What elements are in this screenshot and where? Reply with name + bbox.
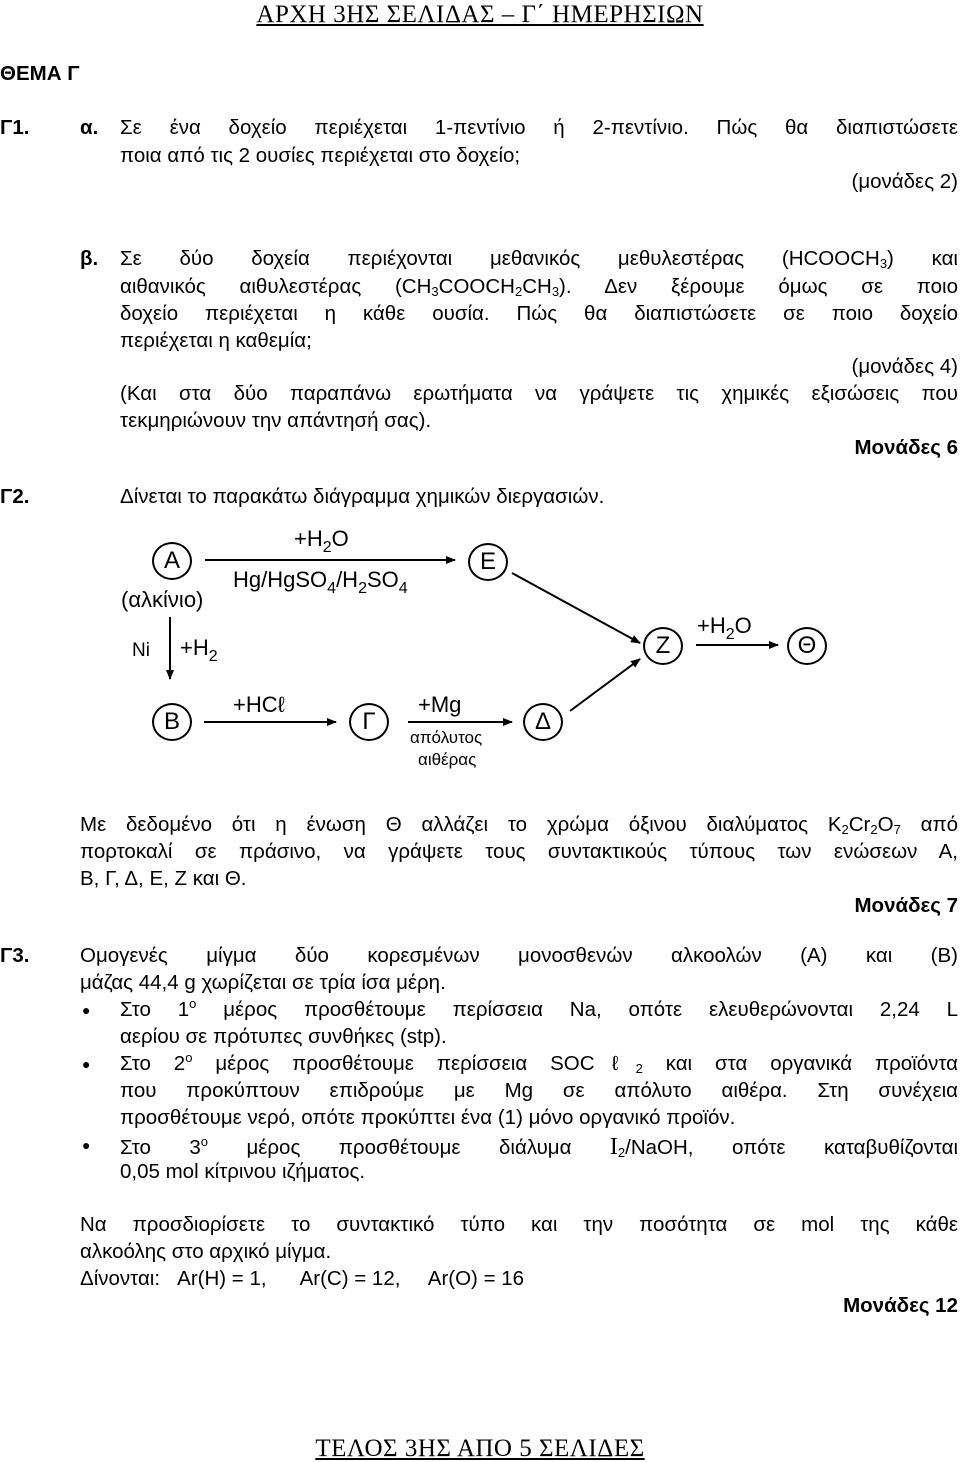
- g2-label: Γ2.: [0, 485, 30, 508]
- g3-question-line1: Να προσδιορίσετε το συντακτικό τύπο και την ποσότητα σε mol της κάθε: [80, 1213, 958, 1236]
- g3-line1: Ομογενές μίγμα δύο κορεσμένων μονοσθενών αλκοολών (Α) και (Β): [80, 944, 958, 967]
- compound-z: Ζ: [643, 627, 683, 665]
- compound-g: Γ: [349, 703, 389, 741]
- bullet-2-icon: ●: [82, 1056, 91, 1072]
- section-title: ΘΕΜΑ Γ: [0, 62, 80, 85]
- g1b-label: β.: [80, 247, 99, 270]
- g2-text-line2: πορτοκαλί σε πράσινο, να γράψετε τους συντακτικούς τύπους των ενώσεων Α,: [80, 840, 958, 863]
- g1-label: Γ1.: [0, 116, 30, 139]
- ether-label-2: αιθέρας: [418, 750, 477, 769]
- g1-total: Μονάδες 6: [854, 436, 958, 459]
- g3-total: Μονάδες 12: [843, 1294, 958, 1317]
- g1-note-line1: (Και στα δύο παραπάνω ερωτήματα να γράψετε τις χημικές εξισώσεις που: [120, 382, 958, 405]
- g3-b2-line2: που προκύπτουν επιδρούμε με Mg σε απόλυτο αιθέρα. Στη συνέχεια: [120, 1079, 958, 1102]
- g1b-points: (μονάδες 4): [851, 355, 958, 378]
- bullet-1-icon: ●: [82, 1002, 91, 1018]
- arrow-e-to-z: [512, 573, 640, 643]
- nickel-label: Ni: [132, 640, 150, 661]
- compound-th: Θ: [787, 627, 827, 665]
- h2o-label-2: $+H_2O$: [697, 613, 752, 643]
- g3-b3-line2: 0,05 mol κίτρινου ιζήματος.: [120, 1160, 366, 1183]
- g2-text-line1: Με δεδομένο ότι η ένωση Θ αλλάζει το χρώμα όξινου διαλύματος $K_2Cr_2O_7$ από: [80, 813, 958, 837]
- g1b-line4: περιέχεται η καθεμία;: [120, 329, 312, 352]
- h2-label: $+H_2$: [180, 635, 218, 665]
- g3-b3-line1: Στο $3^o$ μέρος προσθέτουμε διάλυμα $I_2$/NaOH, οπότε καταβυθίζονται: [120, 1134, 959, 1160]
- bullet-3-icon: ●: [82, 1137, 91, 1153]
- compound-e: Ε: [468, 543, 508, 581]
- page-header: ΑΡΧΗ 3ΗΣ ΣΕΛΙΔΑΣ – Γ΄ ΗΜΕΡΗΣΙΩΝ: [256, 1, 704, 28]
- g1a-line1: Σε ένα δοχείο περιέχεται 1-πεντίνιο ή 2-πεντίνιο. Πώς θα διαπιστώσετε: [120, 116, 958, 139]
- g2-intro: Δίνεται το παρακάτω διάγραμμα χημικών διεργασιών.: [120, 485, 605, 508]
- g2-total: Μονάδες 7: [854, 894, 958, 917]
- g1b-line3: δοχείο περιέχεται η κάθε ουσία. Πώς θα διαπιστώσετε σε ποιο δοχείο: [120, 302, 958, 325]
- g1b-line2: αιθανικός αιθυλεστέρας $(CH_3COOCH_2CH_3)$. Δεν ξέρουμε όμως σε ποιο: [120, 275, 959, 299]
- g3-question-line2: αλκοόλης στο αρχικό μίγμα.: [80, 1240, 332, 1263]
- alkyne-note: (αλκίνιο): [121, 587, 204, 612]
- ether-label-1: απόλυτος: [410, 728, 483, 747]
- h2o-label-1: $+H_2O$: [294, 526, 349, 556]
- g3-b1-line2: αερίου σε πρότυπες συνθήκες (stp).: [120, 1025, 447, 1048]
- g1b-line1: Σε δύο δοχεία περιέχονται μεθανικός μεθυλεστέρας $(HCOOCH_3)$ και: [120, 247, 958, 271]
- catalyst-label: $Hg/HgSO_4/H_2SO_4$: [233, 567, 408, 597]
- g3-b2-line1: Στο $2^o$ μέρος προσθέτουμε περίσσεια SOCℓ$_2$ και στα οργανικά προϊόντα: [120, 1050, 959, 1076]
- compound-d: Δ: [523, 703, 563, 741]
- g2-text-line3: Β, Γ, Δ, Ε, Ζ και Θ.: [80, 867, 247, 890]
- g3-b2-line3: προσθέτουμε νερό, οπότε προκύπτει ένα (1) μόνο οργανικό προϊόν.: [120, 1106, 736, 1129]
- g3-b1-line1: Στο $1^o$ μέρος προσθέτουμε περίσσεια Na, οπότε ελευθερώνονται 2,24 L: [120, 996, 958, 1021]
- compound-a: Α: [152, 542, 192, 580]
- g3-given: Δίνονται: Ar(H) = 1, Ar(C) = 12, Ar(O) = 16: [80, 1267, 525, 1290]
- arrow-d-to-z: [570, 659, 640, 711]
- g1a-line2: ποια από τις 2 ουσίες περιέχεται στο δοχείο;: [120, 144, 521, 167]
- g3-label: Γ3.: [0, 944, 30, 967]
- g3-line2: μάζας 44,4 g χωρίζεται σε τρία ίσα μέρη.: [80, 971, 446, 994]
- page-footer: ΤΕΛΟΣ 3ΗΣ ΑΠΟ 5 ΣΕΛΙΔΕΣ: [315, 1435, 645, 1462]
- compound-b: Β: [152, 703, 192, 741]
- g1a-label: α.: [80, 116, 99, 139]
- g1a-points: (μονάδες 2): [851, 170, 958, 193]
- hcl-label: +HCℓ: [233, 692, 285, 717]
- mg-label: +Mg: [418, 692, 462, 717]
- g1-note-line2: τεκμηριώνουν την απάντησή σας).: [120, 409, 432, 432]
